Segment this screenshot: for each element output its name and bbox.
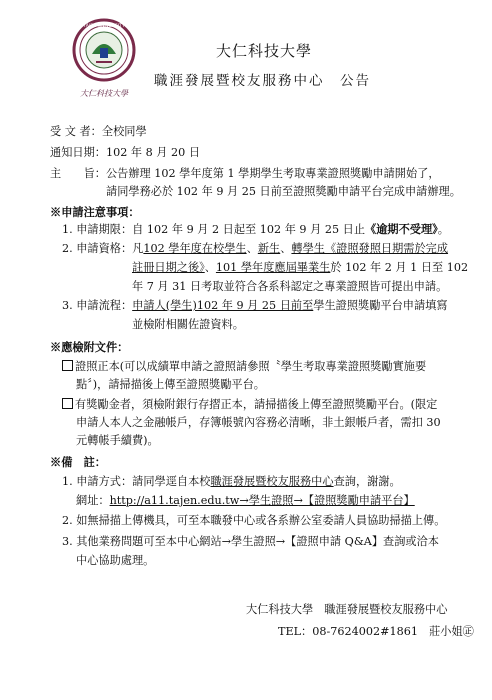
attach-heading: ※應檢附文件：: [50, 340, 129, 354]
remark-1: 1. 申請方式：請同學逕自本校職涯發展暨校友服務中心查詢，謝謝。: [62, 475, 401, 488]
subject-line-2: 請同學務必於 102 年 9 月 25 日前至證照獎勵申請平台完成申請辦理。: [106, 185, 461, 198]
flow-line: 3. 申請流程：申請人(學生)102 年 9 月 25 日前至學生證照獎勵平台申請填寫: [62, 299, 448, 312]
attach-item-2-line-3: 元轉帳手續費)。: [76, 434, 159, 447]
remarks-heading: ※備 註：: [50, 455, 106, 469]
date-line: 通知日期：102 年 8 月 20 日: [50, 146, 201, 159]
seal-script-text: 大仁科技大學: [80, 89, 128, 98]
notice-title: 職涯發展暨校友服務中心 公告: [154, 73, 371, 89]
remark-2: 2. 如無掃描上傳機具，可至本職發中心或各系辦公室委請人員協助掃描上傳。: [62, 514, 446, 527]
footer-tel: TEL：08-7624002#1861 莊小姐㊣: [278, 625, 474, 638]
period-line: 1. 申請期限：自 102 年 9 月 2 日起至 102 年 9 月 25 日止《逾期不受理》。: [62, 222, 449, 236]
attach-item-1: 證照正本(可以成績單申請之證照請參照〝學生考取專業證照獎勵實施要: [62, 360, 426, 374]
url-line: 網址：http://a11.tajen.edu.tw→學生證照→【證照獎勵申請平台】: [76, 494, 415, 507]
university-seal-icon: [70, 18, 138, 102]
notes-heading: ※申請注意事項：: [50, 205, 140, 219]
website-link[interactable]: http://a11.tajen.edu.tw: [109, 494, 240, 507]
subject-line: 主 旨：公告辦理 102 學年度第 1 學期學生考取專業證照獎勵申請開始了，: [50, 167, 440, 180]
remark-3-line-2: 中心協助處理。: [76, 554, 155, 567]
remark-3: 3. 其他業務問題可至本中心網站→學生證照→【證照申請 Q&A】查詢或洽本: [62, 535, 439, 548]
org-title: 大仁科技大學: [216, 42, 313, 60]
checkbox-icon: [62, 360, 73, 371]
recipient-line: 受 文 者：全校同學: [50, 125, 147, 138]
attach-item-1-line-2: 點〞)，請掃描後上傳至證照獎勵平台。: [76, 378, 265, 391]
eligibility-line: 2. 申請資格：凡102 學年度在校學生、新生、轉學生《證照發照日期需於完成: [62, 242, 449, 255]
attach-item-2: 有獎勵金者，須檢附銀行存摺正本，請掃描後上傳至證照獎勵平台。(限定: [62, 398, 437, 412]
svg-text:TAJEN UNIVERSITY: TAJEN UNIVERSITY: [83, 24, 125, 29]
checkbox-icon: [62, 398, 73, 409]
eligibility-line-3: 年 7 月 31 日考取並符合各系科認定之專業證照皆可提出申請。: [132, 280, 448, 293]
eligibility-line-2: 註冊日期之後》、101 學年度應屆畢業生於 102 年 2 月 1 日至 102: [132, 261, 469, 274]
attach-item-2-line-2: 申請人本人之金融帳戶，存簿帳號內容務必清晰，非土銀帳戶者，需扣 30: [76, 416, 441, 429]
flow-line-2: 並檢附相關佐證資料。: [132, 318, 244, 331]
footer-org: 大仁科技大學 職涯發展暨校友服務中心: [246, 603, 448, 616]
